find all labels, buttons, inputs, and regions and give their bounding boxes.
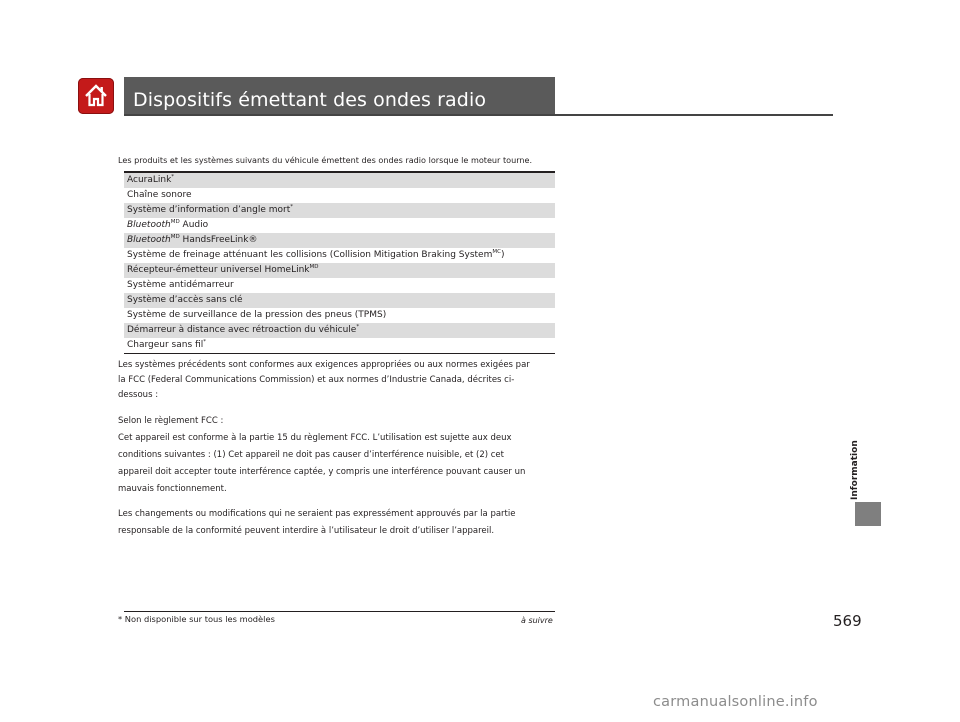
device-row — [124, 188, 555, 203]
device-label-tail: ) — [500, 249, 505, 260]
section-tab-label: Information — [850, 440, 860, 500]
paragraph-line: Cet appareil est conforme à la partie 15 du règlement FCC. L’utilisation est sujette aux deux — [118, 433, 512, 443]
paragraph-line: conditions suivantes : (1) Cet appareil ne doit pas causer d’interférence nuisible, et (2) cet — [118, 450, 504, 460]
device-label: Chargeur sans fil — [127, 339, 204, 350]
availability-asterisk: * — [356, 323, 360, 330]
table-bottom-rule — [124, 353, 555, 355]
device-label: Système d’information d’angle mort — [127, 204, 291, 215]
device-label: Audio — [179, 219, 209, 230]
home-button[interactable] — [78, 78, 114, 114]
device-table — [124, 171, 555, 354]
device-mark: MD — [170, 233, 180, 240]
device-label: AcuraLink — [127, 174, 172, 185]
device-label: Chaîne sonore — [127, 189, 192, 200]
availability-asterisk: * — [171, 173, 175, 180]
continued-indicator: à suivre — [521, 616, 553, 625]
device-label: Démarreur à distance avec rétroaction du véhicule — [127, 324, 357, 335]
paragraph-line: responsable de la conformité peuvent interdire à l’utilisateur le droit d’utiliser l’appareil. — [118, 526, 495, 536]
paragraph-line: appareil doit accepter toute interférence captée, y compris une interférence pouvant causer un — [118, 467, 526, 477]
paragraph-line: la FCC (Federal Communications Commission) et aux normes d’Industrie Canada, décrites ci- — [118, 375, 515, 385]
paragraph-line: mauvais fonctionnement. — [118, 484, 227, 494]
title-underline — [124, 114, 833, 116]
device-row — [124, 248, 555, 263]
paragraph-fcc — [118, 413, 558, 498]
paragraph-line: Selon le règlement FCC : — [118, 416, 224, 426]
device-brand: Bluetooth — [127, 219, 171, 230]
device-label: Système de freinage atténuant les collisions (Collision Mitigation Braking System — [127, 249, 493, 260]
device-mark: MC — [492, 248, 501, 255]
intro-text: Les produits et les systèmes suivants du véhicule émettent des ondes radio lorsque le moteur tourne. — [118, 155, 533, 165]
device-mark: MD — [309, 263, 319, 270]
device-row — [124, 173, 555, 188]
device-row — [124, 278, 555, 293]
page-number: 569 — [833, 612, 862, 630]
title-bar — [124, 77, 555, 115]
paragraph-line: Les changements ou modifications qui ne seraient pas expressément approuvés par la partie — [118, 509, 516, 519]
device-row — [124, 218, 555, 233]
device-label: Récepteur-émetteur universel HomeLink — [127, 264, 310, 275]
section-tab-marker[interactable] — [855, 502, 881, 526]
device-row — [124, 233, 555, 248]
device-mark: MD — [170, 218, 180, 225]
page-title: Dispositifs émettant des ondes radio — [133, 89, 487, 111]
footnote: * Non disponible sur tous les modèles — [118, 614, 275, 624]
device-label: Système de surveillance de la pression des pneus (TPMS) — [127, 309, 387, 320]
availability-asterisk: * — [203, 338, 206, 345]
device-row — [124, 203, 555, 218]
device-row — [124, 293, 555, 308]
device-row — [124, 338, 555, 353]
device-brand: Bluetooth — [127, 234, 171, 245]
paragraph-line: Les systèmes précédents sont conformes aux exigences appropriées ou aux normes exigées par — [118, 360, 530, 370]
device-label: Système d’accès sans clé — [127, 294, 243, 305]
home-icon — [82, 82, 110, 110]
device-row — [124, 263, 555, 278]
device-label: HandsFreeLink® — [179, 234, 258, 245]
paragraph-modifications — [118, 506, 558, 540]
footer-rule — [124, 611, 555, 612]
watermark: carmanualsonline.info — [653, 694, 818, 710]
paragraph-line: dessous : — [118, 390, 159, 400]
device-row — [124, 308, 555, 323]
device-label: Système antidémarreur — [127, 279, 234, 290]
paragraph-compliance — [118, 358, 558, 403]
device-row — [124, 323, 555, 338]
availability-asterisk: * — [290, 203, 293, 210]
